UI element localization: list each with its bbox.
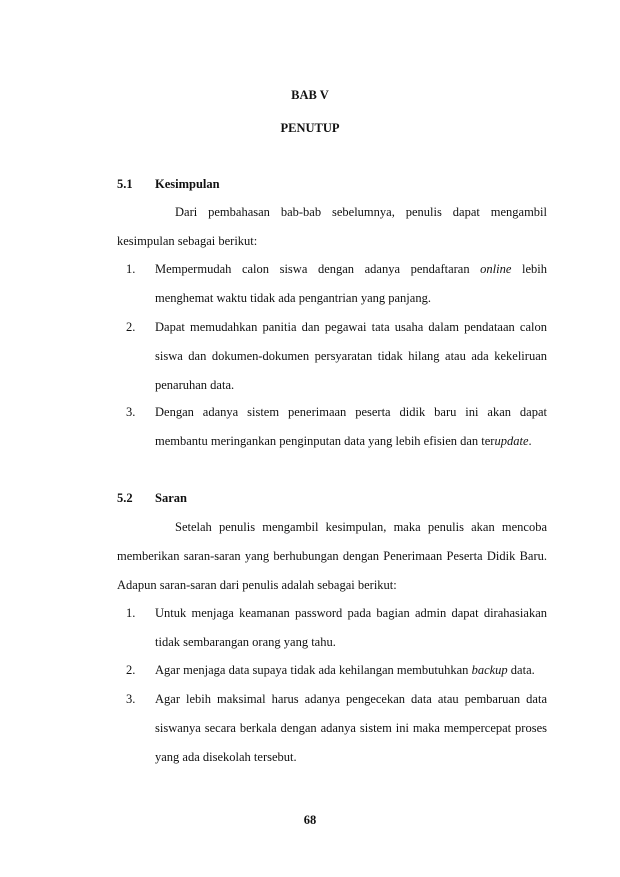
text-run: data. [507,663,535,677]
list-line: penaruhan data. [155,378,235,392]
section-number: 5.1 [117,177,133,191]
list-line: siswanya secara berkala dengan adanya sistem ini maka mempercepat proses [155,721,547,735]
text-run: Mempermudah calon siswa dengan adanya pendaftaran [155,262,481,276]
list-line: tidak sembarangan orang yang tahu. [155,635,336,649]
page-number: 68 [303,813,317,827]
list-line [155,656,547,685]
kesimpulan-intro [117,198,547,256]
text-run: lebih [511,262,547,276]
italic-term: update [494,434,529,448]
section-title: Kesimpulan [155,177,220,191]
list-number: 3. [126,405,136,419]
paragraph-line: Setelah penulis mengambil kesimpulan, maka penulis akan mencoba [175,520,547,534]
list-line: Untuk menjaga keamanan password pada bagian admin dapat dirahasiakan [155,606,547,620]
text-run: Agar menjaga data supaya tidak ada kehilangan membutuhkan [155,663,472,677]
paragraph-line: kesimpulan sebagai berikut: [117,234,258,248]
list-line [155,255,547,284]
italic-term: online [480,262,512,276]
section-heading-kesimpulan [117,177,220,192]
chapter-label: BAB V [291,88,329,102]
section-heading-saran [117,491,187,506]
list-line: Dengan adanya sistem penerimaan peserta didik baru ini akan dapat [155,405,547,419]
list-number: 3. [126,692,136,706]
saran-intro [117,513,547,600]
list-number: 2. [126,320,136,334]
list-line: Agar lebih maksimal harus adanya pengecekan data atau pembaruan data [155,692,547,706]
section-title: Saran [155,491,187,505]
list-number: 1. [126,606,136,620]
list-number: 2. [126,663,136,677]
list-line: Dapat memudahkan panitia dan pegawai tata usaha dalam pendataan calon [155,320,547,334]
italic-term: backup [471,663,508,677]
list-line: menghemat waktu tidak ada pengantrian yang panjang. [155,291,431,305]
list-line [155,427,547,456]
paragraph-line: Adapun saran-saran dari penulis adalah sebagai berikut: [117,578,397,592]
paragraph-line: Dari pembahasan bab-bab sebelumnya, penulis dapat mengambil [175,205,547,219]
list-number: 1. [126,262,136,276]
list-line: yang ada disekolah tersebut. [155,750,297,764]
paragraph-line: memberikan saran-saran yang berhubungan dengan Penerimaan Peserta Didik Baru. [117,549,547,563]
text-run: . [528,434,532,448]
chapter-title: PENUTUP [280,121,340,135]
list-line: siswa dan dokumen-dokumen persyaratan tidak hilang atau ada kekeliruan [155,349,547,363]
text-run: membantu meringankan penginputan data yang lebih efisien dan ter [155,434,495,448]
section-number: 5.2 [117,491,133,505]
